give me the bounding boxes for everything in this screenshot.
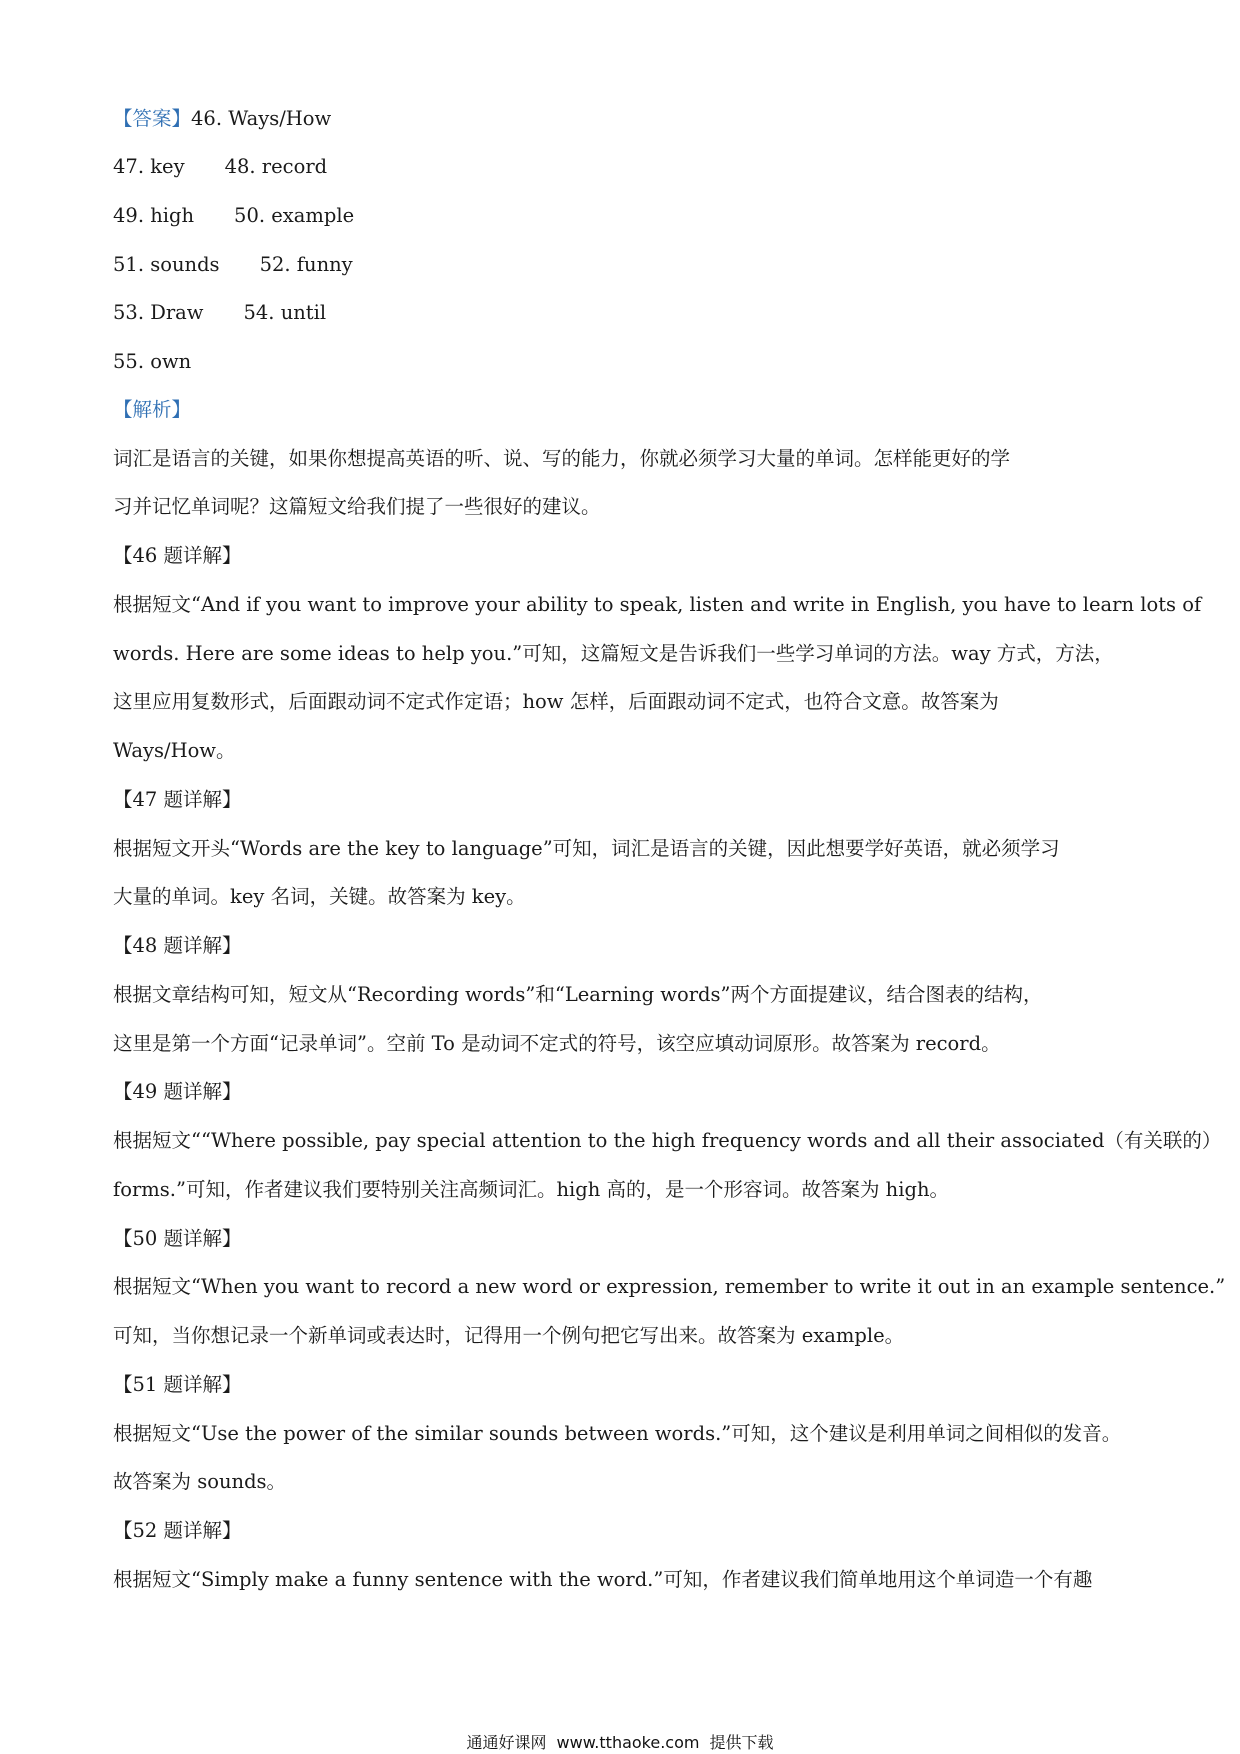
answer-46: 46. Ways/How [191, 107, 332, 130]
answer-48: 48. record [224, 155, 328, 178]
detail-heading-52: 【52 题详解】 [113, 1519, 242, 1542]
detail-49-line-2: forms.”可知，作者建议我们要特别关注高频词汇。high 高的，是一个形容词。故答案为 high。 [113, 1178, 950, 1201]
answer-55: 55. own [113, 350, 192, 373]
answer-row-51-52 [113, 252, 1133, 278]
answer-54: 54. until [243, 301, 327, 324]
detail-49-line-1: 根据短文““Where possible, pay special attention to the high frequency words and all their associated（有关联的） [113, 1129, 1222, 1152]
answer-line-46 [113, 106, 1133, 132]
detail-50-line-1: 根据短文“When you want to record a new word or expression, remember to write it out in an example sentence.” [113, 1275, 1226, 1298]
footer-site-name: 通通好课网 [466, 1733, 547, 1752]
detail-52-line-1: 根据短文“Simply make a funny sentence with the word.”可知，作者建议我们简单地用这个单词造一个有趣 [113, 1568, 1093, 1591]
detail-46-line-2: words. Here are some ideas to help you.”可知，这篇短文是告诉我们一些学习单词的方法。way 方式，方法， [113, 642, 1114, 665]
answer-51: 51. sounds [113, 253, 220, 276]
analysis-intro-line-1: 词汇是语言的关键，如果你想提高英语的听、说、写的能力，你就必须学习大量的单词。怎样能更好的学 [113, 447, 1011, 470]
detail-50-line-2: 可知，当你想记录一个新单词或表达时，记得用一个例句把它写出来。故答案为 example。 [113, 1324, 905, 1347]
detail-heading-50: 【50 题详解】 [113, 1227, 242, 1250]
detail-heading-46: 【46 题详解】 [113, 544, 242, 567]
answer-50: 50. example [234, 204, 355, 227]
answer-53: 53. Draw [113, 301, 204, 324]
detail-heading-47: 【47 题详解】 [113, 788, 242, 811]
detail-51-line-2: 故答案为 sounds。 [113, 1470, 287, 1493]
footer-url[interactable]: www.tthaoke.com [556, 1733, 700, 1752]
answer-row-53-54 [113, 300, 1133, 326]
detail-46-line-4: Ways/How。 [113, 739, 236, 762]
detail-heading-51: 【51 题详解】 [113, 1373, 242, 1396]
detail-46-line-3: 这里应用复数形式，后面跟动词不定式作定语；how 怎样，后面跟动词不定式，也符合文意。故答案为 [113, 690, 999, 713]
page-footer [0, 1733, 1240, 1753]
answer-49: 49. high [113, 204, 195, 227]
detail-48-line-1: 根据文章结构可知，短文从“Recording words”和“Learning words”两个方面提建议，结合图表的结构， [113, 983, 1043, 1006]
analysis-intro-line-2: 习并记忆单词呢？这篇短文给我们提了一些很好的建议。 [113, 495, 601, 518]
footer-suffix: 提供下载 [709, 1733, 774, 1752]
analysis-label: 【解析】 [113, 398, 192, 421]
detail-51-line-1: 根据短文“Use the power of the similar sounds between words.”可知，这个建议是利用单词之间相似的发音。 [113, 1422, 1122, 1445]
answer-row-49-50 [113, 203, 1133, 229]
detail-47-line-1: 根据短文开头“Words are the key to language”可知，词汇是语言的关键，因此想要学好英语，就必须学习 [113, 837, 1060, 860]
detail-48-line-2: 这里是第一个方面“记录单词”。空前 To 是动词不定式的符号，该空应填动词原形。故答案为 record。 [113, 1032, 1001, 1055]
detail-47-line-2: 大量的单词。key 名词，关键。故答案为 key。 [113, 885, 526, 908]
detail-heading-49: 【49 题详解】 [113, 1080, 242, 1103]
answer-row-47-48 [113, 154, 1133, 180]
answer-label: 【答案】 [113, 107, 192, 130]
answer-52: 52. funny [259, 253, 353, 276]
answer-47: 47. key [113, 155, 185, 178]
detail-46-line-1: 根据短文“And if you want to improve your ability to speak, listen and write in English, you have to learn lots of [113, 593, 1202, 616]
detail-heading-48: 【48 题详解】 [113, 934, 242, 957]
